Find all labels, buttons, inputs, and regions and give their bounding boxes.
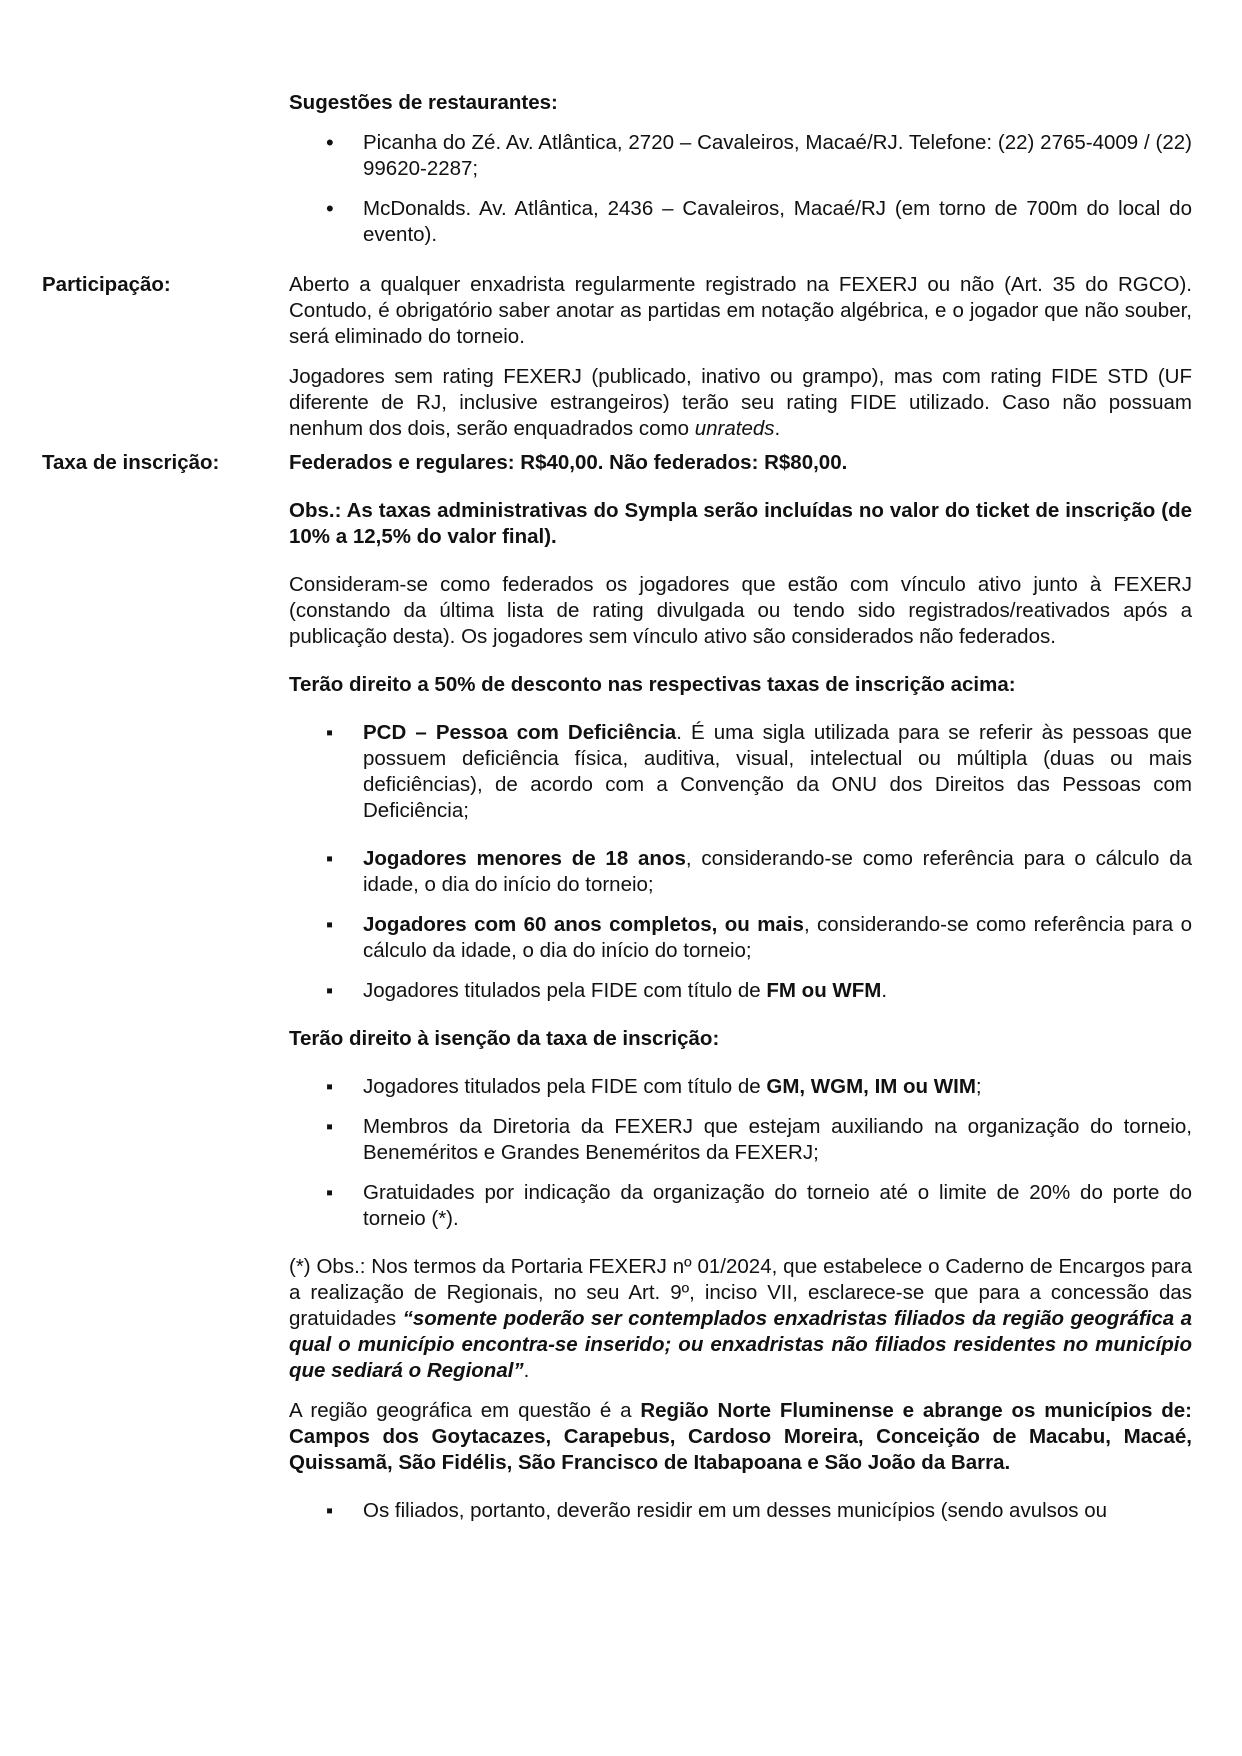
square-bullet-icon [326,978,333,1004]
square-bullet-icon [326,720,333,746]
list-item: ▪ Jogadores menores de 18 anos, considerando-se como referência para o cálculo da idade, o dia do início do torneio; [289,846,1192,898]
restaurants-list [289,130,1192,248]
federados-paragraph: Consideram-se como federados os jogadores que estão com vínculo ativo junto à FEXERJ (constando da última lista de rating divulgada ou tendo sido registrados/reativados após a publicação desta). Os jogadores sem vínculo ativo são considerados não federados. [289,573,1192,648]
list-item: • Picanha do Zé. Av. Atlântica, 2720 – Cavaleiros, Macaé/RJ. Telefone: (22) 2765-4009 / (22) 99620-2287; [289,130,1192,182]
list-item: ▪ Membros da Diretoria da FEXERJ que estejam auxiliando na organização do torneio, Beneméritos e Grandes Beneméritos da FEXERJ; [289,1114,1192,1166]
nota-paragraph: (*) Obs.: Nos termos da Portaria FEXERJ nº 01/2024, que estabelece o Caderno de Encargos para a realização de Regionais, no seu Art. 9º, inciso VII, esclarece-se que para a concessão das gratuidades “somente poderão ser contemplados enxadristas filiados da região geográfica a qual o município encontra-se inserido; ou enxadristas não filiados residentes no município que sediará o Regional”. [289,1255,1192,1382]
taxa-valores: Federados e regulares: R$40,00. Não federados: R$80,00. [289,451,848,474]
square-bullet-icon [326,1498,333,1524]
list-item: ▪ Jogadores titulados pela FIDE com título de GM, WGM, IM ou WIM; [289,1074,1192,1100]
bullet-icon [326,130,334,157]
taxa-section [289,450,1192,1524]
square-bullet-icon [326,1074,333,1100]
desconto-list [289,720,1192,1004]
restaurants-section [289,90,1192,248]
restaurants-heading: Sugestões de restaurantes: [289,91,558,114]
taxa-obs: Obs.: As taxas administrativas do Sympla serão incluídas no valor do ticket de inscrição (de 10% a 12,5% do valor final). [289,499,1192,548]
bullet-icon [326,196,334,223]
list-item: ▪ Gratuidades por indicação da organização do torneio até o limite de 20% do porte do torneio (*). [289,1180,1192,1232]
participacao-paragraph: Aberto a qualquer enxadrista regularmente registrado na FEXERJ ou não (Art. 35 do RGCO). Contudo, é obrigatório saber anotar as partidas em notação algébrica, e o jogador que não souber, será eliminado do torneio. [289,273,1192,348]
rating-paragraph: Jogadores sem rating FEXERJ (publicado, inativo ou grampo), mas com rating FIDE STD (UF diferente de RJ, inclusive estrangeiros) terão seu rating FIDE utilizado. Caso não possuam nenhum dos dois, serão enquadrados como unrateds. [289,365,1192,440]
participacao-label: Participação: [42,273,171,296]
regiao-paragraph: A região geográfica em questão é a Região Norte Fluminense e abrange os municípios de: Campos dos Goytacazes, Carapebus, Cardoso Moreira, Conceição de Macabu, Macaé, Quissamã, São Fidélis, São Francisco de Itabapoana e São João da Barra. [289,1399,1192,1474]
list-item: ▪ Jogadores com 60 anos completos, ou mais, considerando-se como referência para o cálculo da idade, o dia do início do torneio; [289,912,1192,964]
desconto-heading: Terão direito a 50% de desconto nas respectivas taxas de inscrição acima: [289,673,1016,696]
filiados-list [289,1498,1192,1524]
square-bullet-icon [326,912,333,938]
isencao-heading: Terão direito à isenção da taxa de inscrição: [289,1027,720,1050]
square-bullet-icon [326,1114,333,1140]
list-item: • McDonalds. Av. Atlântica, 2436 – Cavaleiros, Macaé/RJ (em torno de 700m do local do evento). [289,196,1192,248]
taxa-label: Taxa de inscrição: [42,451,220,474]
participacao-section [289,272,1192,442]
list-item: ▪ PCD – Pessoa com Deficiência. É uma sigla utilizada para se referir às pessoas que possuem deficiência física, auditiva, visual, intelectual ou múltipla (duas ou mais deficiências), de acordo com a Convenção da ONU dos Direitos das Pessoas com Deficiência; [289,720,1192,824]
isencao-list [289,1074,1192,1232]
list-item: ▪ Jogadores titulados pela FIDE com título de FM ou WFM. [289,978,1192,1004]
list-item: ▪ Os filiados, portanto, deverão residir em um desses municípios (sendo avulsos ou [289,1498,1192,1524]
square-bullet-icon [326,846,333,872]
square-bullet-icon [326,1180,333,1206]
